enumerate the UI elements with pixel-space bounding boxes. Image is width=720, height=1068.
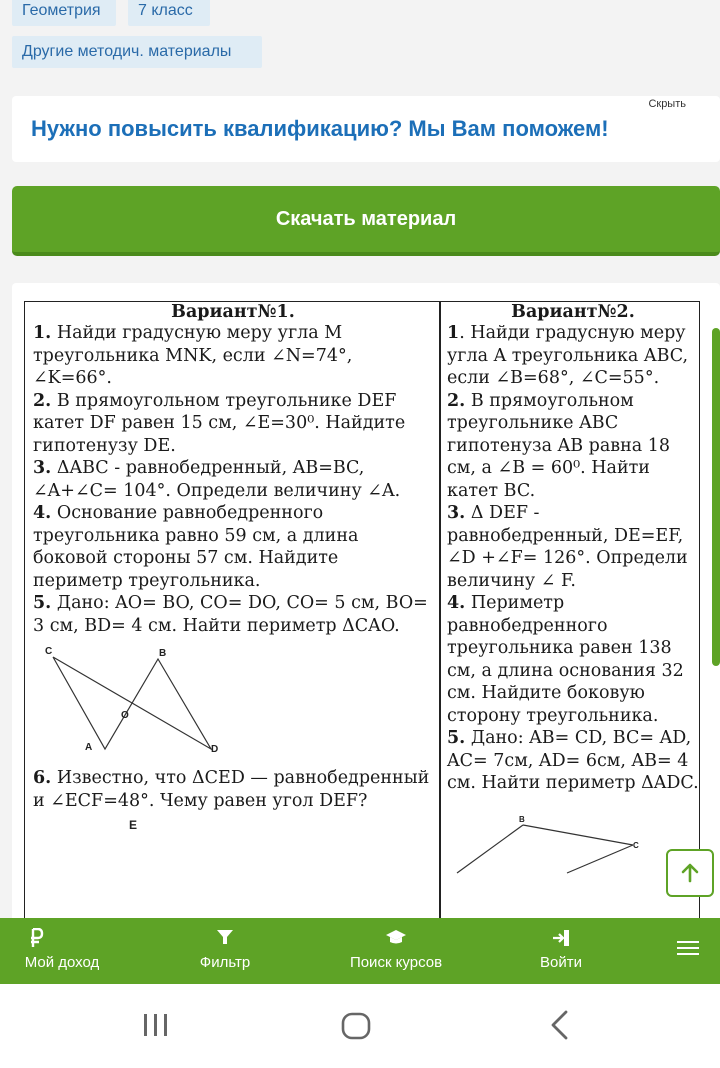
figure-label-b: B (159, 648, 167, 659)
tag-geometry[interactable]: Геометрия (12, 0, 116, 26)
figure-abcd (447, 795, 699, 875)
variant-1-task: 4. Основание равнобедренного треугольника равно 59 см, а длина боковой стороны 57 см. Найдите периметр треугольника. (33, 503, 359, 591)
figure-abcd-drawing (447, 795, 687, 875)
promo-title-link[interactable]: Нужно повысить квалификацию? Мы Вам поможем! (31, 116, 609, 141)
variant-1-column (33, 302, 433, 832)
variant-2-task: 1. Найди градусную меру угла A треугольника ABC, если ∠B=68°, ∠C=55°. (447, 323, 689, 388)
login-icon (528, 928, 594, 952)
column-divider (439, 302, 441, 923)
promo-banner (12, 96, 720, 162)
figure-label-c: C (45, 646, 53, 657)
figure-label-c2: C (633, 840, 639, 850)
tag-grade[interactable]: 7 класс (128, 0, 210, 26)
download-material-button[interactable]: Скачать материал (12, 186, 720, 256)
figure-label-e: E (129, 818, 138, 832)
promo-hide-link[interactable]: Скрыть (648, 98, 686, 110)
document-scrollbar[interactable] (712, 328, 720, 666)
nav-course-search[interactable] (340, 918, 452, 984)
variant-1-heading: Вариант№1. (171, 302, 295, 322)
ruble-icon (14, 928, 110, 952)
figure-label-a: A (85, 742, 93, 753)
variant-1-task: 6. Известно, что ΔCED — равнобедренный и ∠ECF=48°. Чему равен угол DEF? (33, 768, 430, 811)
variant-1-task: 1. Найди градусную меру угла M треугольника MNK, если ∠N=74°, ∠K=66°. (33, 323, 353, 388)
system-navigation-bar (0, 984, 720, 1068)
nav-login-label: Войти (540, 954, 582, 971)
bottom-navigation (0, 918, 720, 984)
back-icon[interactable] (553, 1012, 566, 1038)
variant-1-task: 5. Дано: AO= BO, CO= DO, CO= 5 см, BO= 3 см, BD= 4 см. Найти периметр ΔCAO. (33, 593, 428, 636)
graduation-cap-icon (340, 928, 452, 952)
variant-2-task: 5. Дано: AB= CD, BC= AD, AC= 7см, AD= 6см, AB= 4 см. Найти периметр ΔADC. (447, 728, 699, 793)
variant-1-task: 3. ΔABC - равнобедренный, AB=BC, ∠A+∠C= 104°. Определи величину ∠A. (33, 458, 401, 501)
nav-login[interactable] (528, 918, 594, 984)
back-to-top-button[interactable] (666, 849, 714, 897)
figure-cabod-drawing (33, 637, 253, 767)
worksheet-table (24, 301, 700, 923)
figure-cabod (33, 637, 433, 767)
figure-label-b2: B (519, 814, 525, 824)
nav-filter-label: Фильтр (199, 954, 251, 971)
variant-2-column (447, 302, 699, 875)
nav-filter[interactable] (180, 918, 270, 984)
nav-my-income[interactable] (14, 918, 110, 984)
recent-apps-icon[interactable] (144, 1014, 167, 1036)
variant-2-task: 2. В прямоугольном треугольнике ABC гипотенуза AB равна 18 см, а ∠B = 60⁰. Найти катет BC. (447, 390, 671, 501)
figure-label-o: O (121, 710, 129, 721)
home-icon[interactable] (343, 1014, 369, 1038)
variant-1-task: 2. В прямоугольном треугольнике DEF катет DF равен 15 см, ∠E=30⁰. Найдите гипотенузу DE. (33, 390, 406, 456)
document-preview (12, 283, 720, 923)
figure-label-d: D (211, 744, 219, 755)
variant-2-task: 4. Периметр равнобедренного треугольника равен 138 см, а длина основания 32 см. Найдите боковую сторону треугольника. (447, 593, 684, 726)
filter-icon (180, 928, 270, 952)
nav-course-search-label: Поиск курсов (349, 954, 443, 971)
nav-my-income-label: Мой доход (24, 954, 100, 971)
variant-2-heading: Вариант№2. (511, 302, 635, 322)
variant-2-task: 3. Δ DEF - равнобедренный, DE=EF, ∠D +∠F= 126°. Определи величину ∠ F. (447, 503, 688, 591)
tag-other-materials[interactable]: Другие методич. материалы (12, 36, 262, 68)
hamburger-menu-icon[interactable] (668, 938, 708, 968)
arrow-up-icon (678, 861, 702, 885)
